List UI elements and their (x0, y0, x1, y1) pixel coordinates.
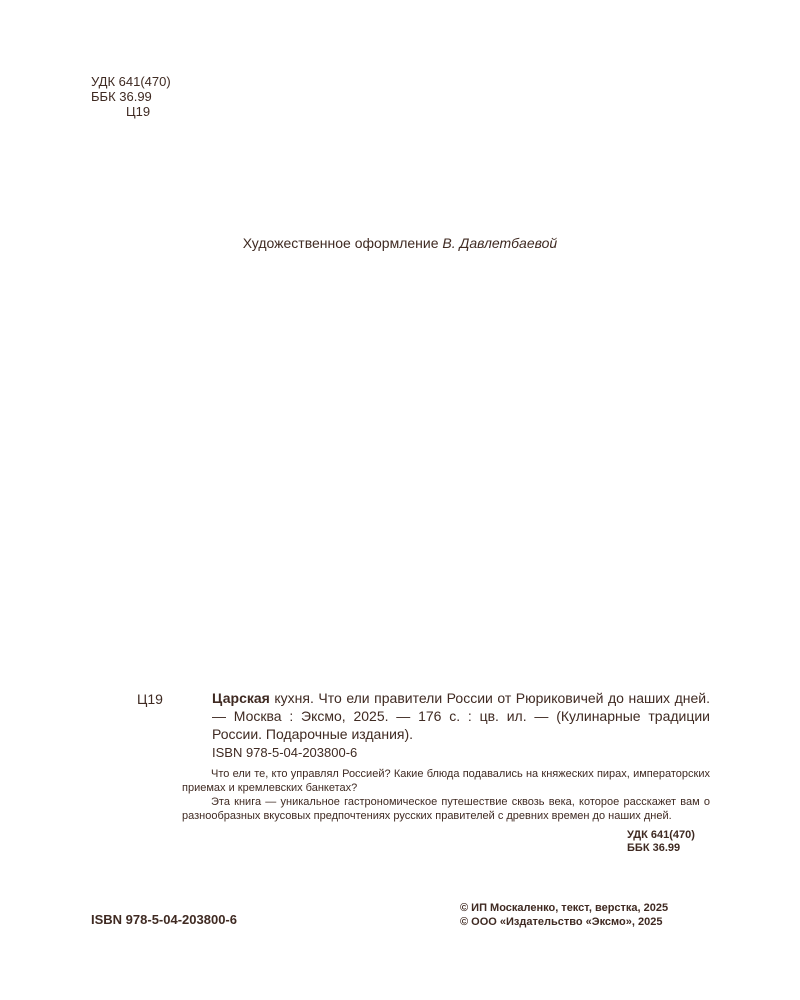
classification-top (91, 74, 171, 119)
bbk-code: ББК 36.99 (91, 89, 152, 104)
classification-bottom (627, 829, 695, 855)
bbk-code-bottom: ББК 36.99 (627, 842, 681, 854)
catalog-author-code: Ц19 (137, 691, 163, 707)
design-credit (0, 235, 800, 251)
bibliographic-text: кухня. Что ели правители России от Рюриковичей до наших дней. — Москва : Эксмо, 2025. — 176 с. : цв. ил. — (Кулинарные традиции России. Подарочные издания). (212, 690, 710, 742)
udk-code: УДК 641(470) (91, 74, 171, 89)
annotation (182, 767, 710, 823)
catalog-isbn: ISBN 978-5-04-203800-6 (212, 745, 358, 760)
copyright-line: © ООО «Издательство «Эксмо», 2025 (460, 916, 663, 928)
copyright-block (460, 901, 668, 929)
design-artist: В. Давлетбаевой (442, 235, 558, 251)
udk-code-bottom: УДК 641(470) (627, 829, 695, 841)
annotation-paragraph: Эта книга — уникальное гастрономическое путешествие сквозь века, которое расскажет вам о разнообразных вкусовых предпочтениях русских правителей с древних времен до наших дней. (182, 796, 710, 822)
annotation-paragraph: Что ели те, кто управлял Россией? Какие блюда подавались на княжеских пирах, императорских приемах и кремлевских банкетах? (182, 768, 710, 794)
copyright-line: © ИП Москаленко, текст, верстка, 2025 (460, 902, 669, 914)
design-label: Художественное оформление (242, 235, 439, 251)
bibliographic-description (212, 689, 710, 743)
footer-isbn: ISBN 978-5-04-203800-6 (91, 912, 237, 927)
author-code: Ц19 (126, 104, 151, 119)
book-title-bold: Царская (212, 690, 270, 706)
